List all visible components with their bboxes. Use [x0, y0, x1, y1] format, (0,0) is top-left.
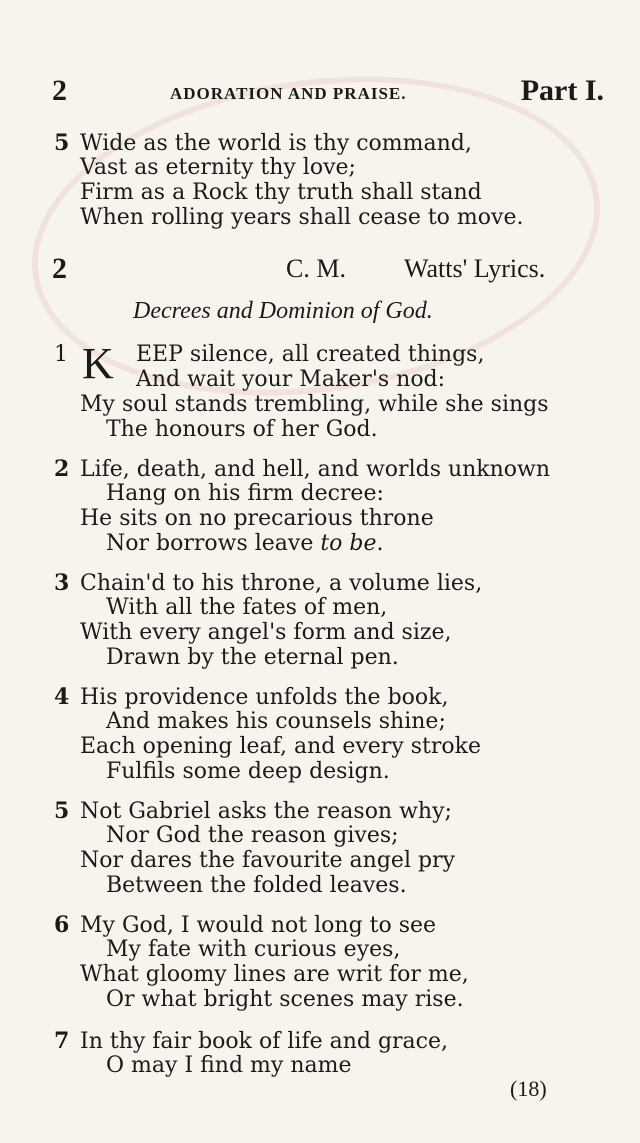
verse-line: [54, 130, 472, 157]
verse-text: Fulfils some deep design.: [106, 759, 390, 784]
verse-text: My God, I would not long to see: [80, 913, 437, 938]
verse-line: [80, 392, 549, 418]
verse-text: Nor dares the favourite angel pry: [80, 848, 455, 873]
verse-text: And wait your Maker's nod:: [136, 367, 446, 392]
verse-line: [106, 937, 400, 963]
verse-line: [80, 180, 482, 206]
verse-line: [54, 798, 452, 825]
part-label: Part I.: [520, 74, 604, 107]
verse-line: [54, 456, 551, 483]
drop-cap: K: [82, 339, 114, 388]
verse-text: Life, death, and hell, and worlds unknown: [80, 457, 551, 482]
hymn-meter: C. M.: [286, 254, 346, 283]
verse-text: Nor borrows leave to be.: [106, 531, 384, 556]
verse-line: [106, 759, 390, 785]
verse-line: [106, 595, 387, 621]
verse-line: [106, 531, 384, 557]
verse-line: [106, 873, 407, 899]
verse-line: [54, 684, 449, 711]
verse-line: [54, 912, 437, 939]
verse-text: Each opening leaf, and every stroke: [80, 734, 481, 759]
verse-line: [80, 962, 469, 988]
verse-line: [136, 342, 484, 368]
verse-line: [80, 506, 434, 532]
verse-text: Not Gabriel asks the reason why;: [80, 799, 452, 824]
verse-line: [80, 205, 523, 231]
verse-line: [106, 987, 464, 1013]
verse-text: He sits on no precarious throne: [80, 506, 434, 531]
verse-text: Chain'd to his throne, a volume lies,: [80, 571, 483, 596]
hymn-title: Decrees and Dominion of God.: [133, 298, 433, 324]
verse-text: And makes his counsels shine;: [106, 709, 446, 734]
verse-line: [136, 367, 445, 393]
verse-number: 5: [54, 130, 70, 156]
verse-text: With every angel's form and size,: [80, 620, 452, 645]
verse-text: My soul stands trembling, while she sings: [80, 392, 549, 417]
page-number: 2: [52, 74, 67, 107]
hymn-author: Watts' Lyrics.: [404, 254, 546, 283]
verse-number: 6: [54, 912, 70, 938]
hymn-number: 2: [52, 252, 67, 285]
verse-text: The honours of her God.: [106, 417, 378, 442]
verse-text: EEP silence, all created things,: [136, 342, 485, 367]
verse-text: Hang on his firm decree:: [106, 481, 384, 506]
verse-line: [106, 481, 384, 507]
verse-text: Or what bright scenes may rise.: [106, 987, 464, 1012]
verse-number: 3: [54, 570, 70, 596]
verse-text: With all the fates of men,: [106, 595, 388, 620]
verse-text: O may I find my name: [106, 1053, 352, 1078]
verse-line: [106, 709, 446, 735]
verse-line: [80, 848, 455, 874]
verse-line: [106, 417, 378, 443]
verse-number: 2: [54, 456, 70, 482]
verse-text: Firm as a Rock thy truth shall stand: [80, 180, 482, 205]
verse-line: [54, 570, 483, 597]
verse-text: What gloomy lines are writ for me,: [80, 962, 469, 987]
verse-text: In thy fair book of life and grace,: [80, 1029, 449, 1054]
verse-number: 5: [54, 798, 70, 824]
verse-number: 7: [54, 1028, 70, 1054]
verse-number: 4: [54, 684, 70, 710]
verse-text: Between the folded leaves.: [106, 873, 407, 898]
verse-line: [106, 823, 399, 849]
verse-text: Wide as the world is thy command,: [80, 131, 472, 156]
verse-line: [80, 734, 481, 760]
footer-signature: (18): [510, 1076, 547, 1101]
emphasis-text: to be.: [320, 531, 384, 556]
verse-text: Vast as eternity thy love;: [80, 155, 356, 180]
verse-line: [54, 1028, 449, 1055]
verse-text: When rolling years shall cease to move.: [80, 205, 524, 230]
verse-text: His providence unfolds the book,: [80, 685, 449, 710]
running-title: ADORATION AND PRAISE.: [170, 84, 407, 103]
verse-text: Drawn by the eternal pen.: [106, 645, 399, 670]
verse-number: 1: [54, 342, 68, 367]
verse-line: [80, 155, 356, 181]
verse-line: [106, 1053, 351, 1079]
verse-text: Nor God the reason gives;: [106, 823, 399, 848]
running-head: [52, 74, 604, 114]
verse-text: My fate with curious eyes,: [106, 937, 401, 962]
verse-line: [80, 620, 451, 646]
verse-line: [106, 645, 399, 671]
